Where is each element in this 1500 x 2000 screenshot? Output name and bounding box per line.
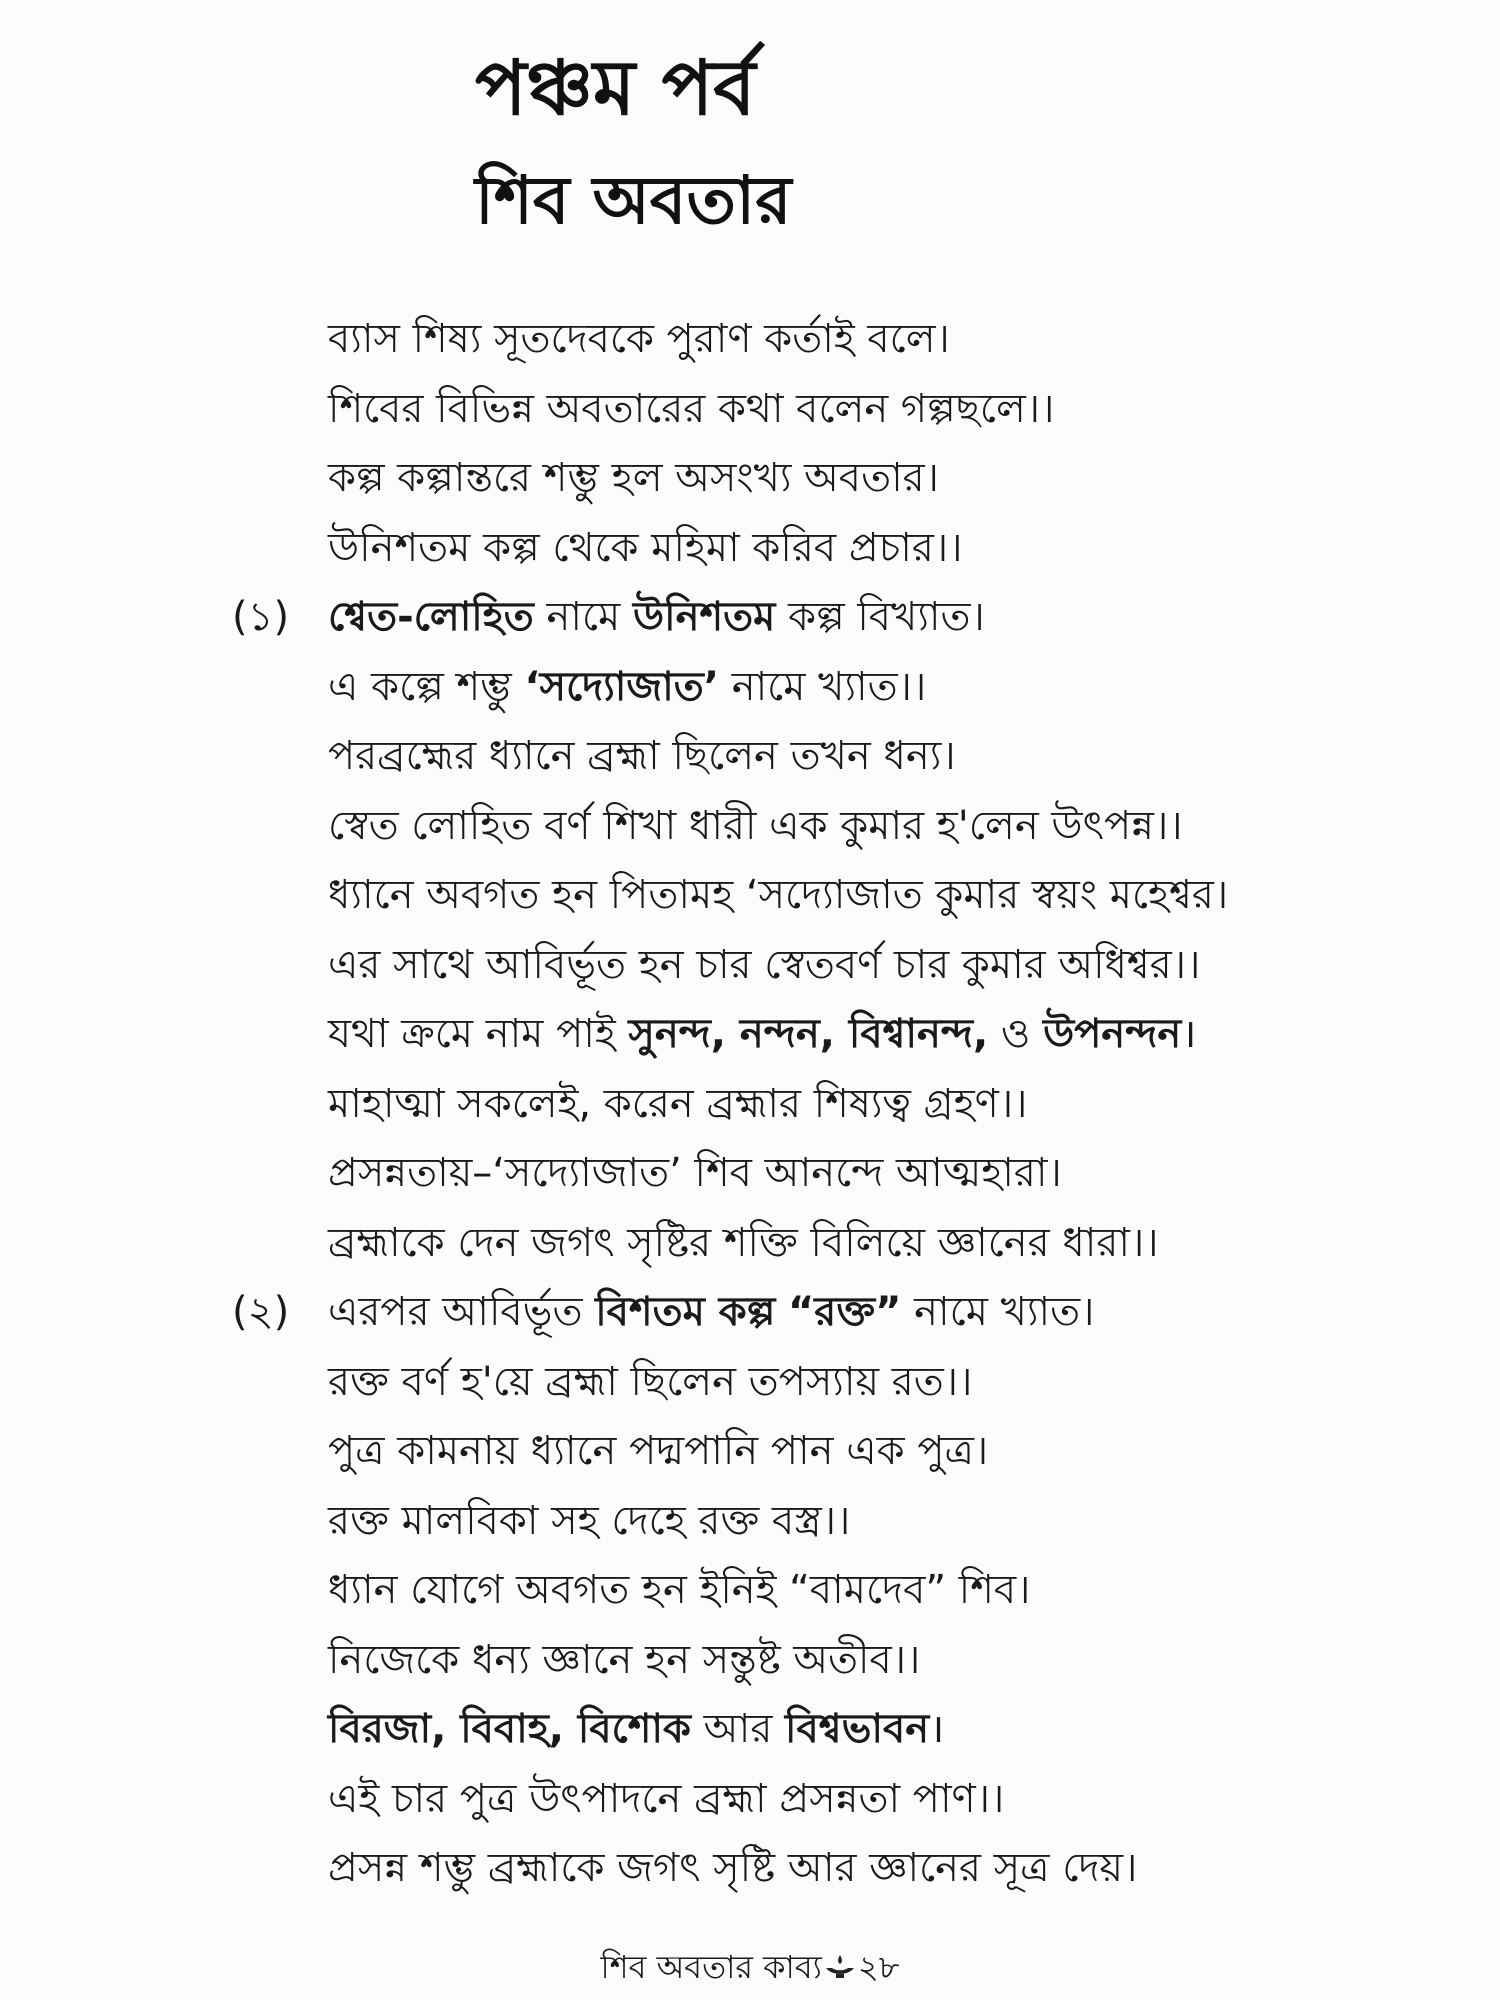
- verse-line: [0, 653, 1500, 723]
- verse-segment: নামে: [533, 594, 633, 640]
- verse-segment: রক্ত বর্ণ হ'য়ে ব্রহ্মা ছিলেন তপস্যায় রত।।: [328, 1358, 973, 1405]
- verse-segment: ধ্যানে অবগত হন পিতামহ ‘সদ্যোজাত কুমার স্বয়ং মহেশ্বর।: [328, 872, 1229, 918]
- verse-segment: এ কল্পে শম্ভু: [328, 663, 525, 710]
- verse-line: [0, 1348, 1500, 1418]
- verse-segment: রক্ত মালবিকা সহ দেহে রক্ত বস্ত্র।।: [328, 1497, 851, 1544]
- verse-text: [328, 1000, 1196, 1070]
- verse-emphasis: বিশতম কল্প: [595, 1289, 776, 1335]
- verse-text: [328, 514, 963, 584]
- verse-number: (১): [232, 594, 290, 640]
- verse-text: [328, 1070, 1027, 1140]
- verse-emphasis: উনিশতম: [633, 594, 776, 640]
- verse-segment: মাহাত্মা সকলেই, করেন ব্রহ্মার শিষ্যত্ব গ্রহণ।।: [328, 1080, 1028, 1127]
- verse-text: [328, 1834, 1137, 1904]
- verse-number: (২): [232, 1289, 290, 1335]
- verse-text: [328, 375, 1054, 445]
- verse-line: [0, 1209, 1500, 1279]
- verse-text: [328, 1695, 944, 1765]
- verse-segment: পরব্রহ্মের ধ্যানে ব্রহ্মা ছিলেন তখন ধন্য।: [328, 733, 956, 779]
- verse-segment: নামে খ্যাত।: [901, 1289, 1095, 1335]
- verse-line: [0, 583, 1500, 653]
- verse-segment: [775, 1289, 788, 1335]
- verse-text: [328, 305, 950, 375]
- verse-line: [0, 792, 1500, 862]
- verse-line: [0, 305, 1500, 375]
- chapter-title: শিব অবতার: [475, 162, 792, 239]
- verse-segment: উনিশতম কল্প থেকে মহিমা করিব প্রচার।।: [328, 524, 963, 571]
- verse-line: [0, 1139, 1500, 1209]
- verse-text: [328, 1417, 988, 1487]
- verse-segment: এর সাথে আবির্ভূত হন চার স্বেতবর্ণ চার কুমার অধিশ্বর।।: [328, 941, 1201, 988]
- verse-line: [0, 722, 1500, 792]
- verse-line: [0, 1556, 1500, 1626]
- page-footer: [0, 1942, 1500, 1996]
- verse-emphasis: ‘সদ্যোজাত’: [524, 663, 719, 710]
- verse-segment: আর: [690, 1706, 786, 1752]
- verse-text: [328, 1626, 920, 1696]
- verse-text: [328, 931, 1200, 1001]
- verse-emphasis: শ্বেত-লোহিত: [328, 594, 534, 640]
- verse-segment: পুত্র কামনায় ধ্যানে পদ্মপানি পান এক পুত্র।: [328, 1428, 989, 1474]
- verse-line: [0, 444, 1500, 514]
- verse-text: [328, 792, 1183, 862]
- verse-segment: শিবের বিভিন্ন অবতারের কথা বলেন গল্পছলে।।: [328, 385, 1055, 432]
- verse-text: [328, 861, 1228, 931]
- oil-lamp-icon: [824, 1950, 856, 1976]
- verse-emphasis: সুনন্দ, নন্দন, বিশ্বানন্দ,: [628, 1011, 989, 1057]
- verse-segment: ব্যাস শিষ্য সূতদেবকে পুরাণ কর্তাই বলে।: [328, 316, 950, 362]
- verse-segment: কল্প বিখ্যাত।: [775, 594, 985, 640]
- verse-emphasis: বিশ্বভাবন: [785, 1706, 930, 1752]
- verse-line: [0, 861, 1500, 931]
- verse-text: [328, 1348, 972, 1418]
- page-number: ২৮: [857, 1948, 900, 1986]
- verse-text: [328, 444, 939, 514]
- verse-text: [328, 1139, 1062, 1209]
- verse-line: [0, 1626, 1500, 1696]
- verse-text: [328, 1278, 1094, 1348]
- verse-segment: নামে খ্যাত।।: [718, 663, 927, 710]
- verse-text: [328, 1556, 1030, 1626]
- verse-line: [0, 1487, 1500, 1557]
- verse-text: [328, 1487, 850, 1557]
- verse-line: [0, 1000, 1500, 1070]
- verse-text: [328, 1209, 1159, 1279]
- part-heading: পঞ্চম পর্ব: [475, 43, 756, 132]
- verse-line: [0, 1765, 1500, 1835]
- verse-list: [0, 305, 1500, 1904]
- verse-segment: ও: [988, 1011, 1044, 1057]
- verse-text: [328, 722, 956, 792]
- footer-book-title: শিব অবতার কাব্য: [600, 1948, 822, 1986]
- verse-line: [0, 1417, 1500, 1487]
- verse-line: [0, 1834, 1500, 1904]
- verse-line: [0, 1695, 1500, 1765]
- verse-segment: কল্প কল্পান্তরে শম্ভু হল অসংখ্য অবতার।: [328, 455, 939, 501]
- verse-text: [328, 653, 926, 723]
- verse-segment: ধ্যান যোগে অবগত হন ইনিই “বামদেব” শিব।: [328, 1567, 1031, 1613]
- verse-segment: যথা ক্রমে নাম পাই: [328, 1011, 629, 1057]
- verse-segment: প্রসন্নতায়–‘সদ্যোজাত’ শিব আনন্দে আত্মহারা।: [328, 1150, 1062, 1196]
- verse-text: [328, 1765, 1004, 1835]
- verse-segment: এরপর আবির্ভূত: [328, 1289, 596, 1335]
- verse-segment: ব্রহ্মাকে দেন জগৎ সৃষ্টির শক্তি বিলিয়ে জ্ঞানের ধারা।।: [328, 1219, 1159, 1266]
- verse-segment: এই চার পুত্র উৎপাদনে ব্রহ্মা প্রসন্নতা পাণ।।: [328, 1775, 1005, 1822]
- verse-line: [0, 1070, 1500, 1140]
- verse-line: [0, 1278, 1500, 1348]
- verse-segment: নিজেকে ধন্য জ্ঞানে হন সন্তুষ্ট অতীব।।: [328, 1636, 921, 1683]
- verse-emphasis: উপনন্দন: [1043, 1011, 1182, 1057]
- verse-segment: ।: [1181, 1011, 1197, 1057]
- verse-emphasis: বিরজা, বিবাহ, বিশোক: [328, 1706, 691, 1752]
- verse-segment: প্রসন্ন শম্ভু ব্রহ্মাকে জগৎ সৃষ্টি আর জ্ঞানের সূত্র দেয়।: [328, 1845, 1138, 1891]
- verse-emphasis: “রক্ত”: [788, 1289, 902, 1335]
- verse-line: [0, 514, 1500, 584]
- verse-line: [0, 375, 1500, 445]
- verse-segment: স্বেত লোহিত বর্ণ শিখা ধারী এক কুমার হ'লেন উৎপন্ন।।: [328, 802, 1183, 849]
- verse-text: [328, 583, 985, 653]
- verse-segment: ।: [929, 1706, 945, 1752]
- verse-line: [0, 931, 1500, 1001]
